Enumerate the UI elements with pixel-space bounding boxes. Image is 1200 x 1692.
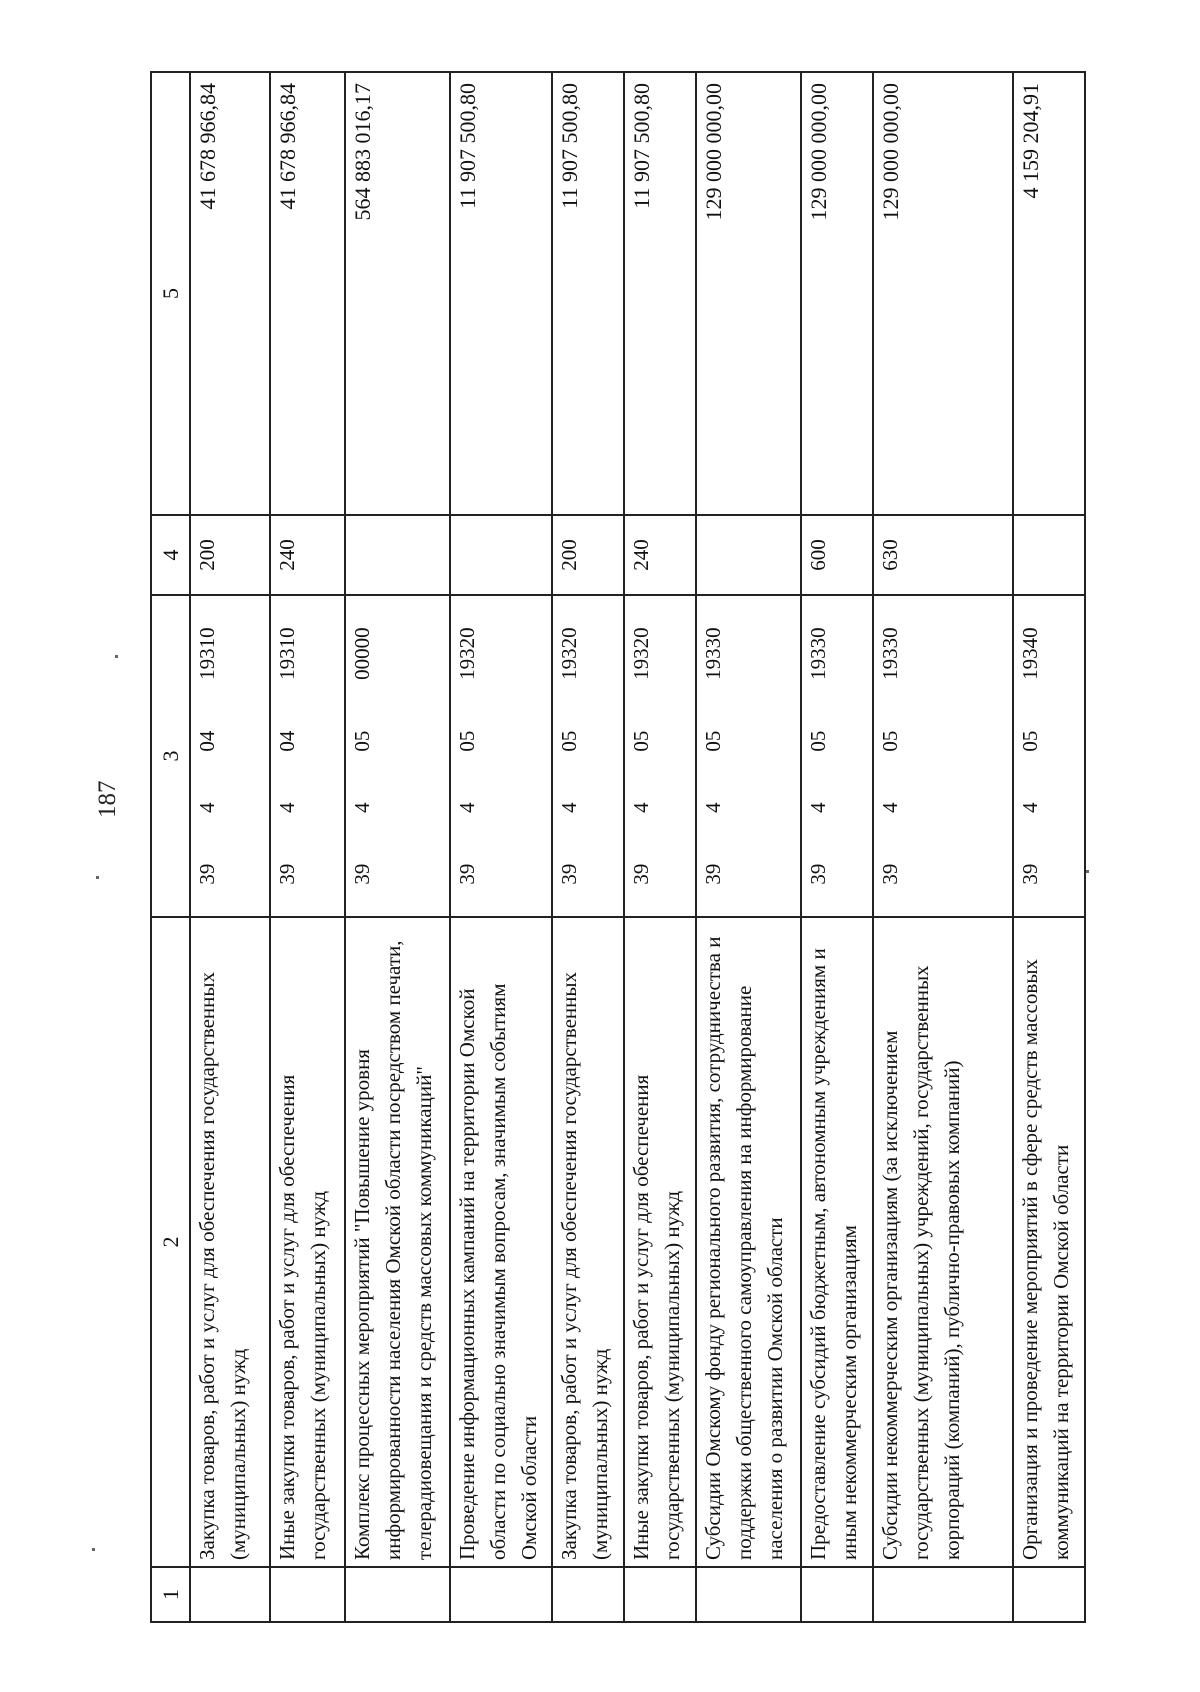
code-part: 19330 <box>701 627 725 680</box>
code-part: 4 <box>629 802 653 813</box>
row-description: Субсидии некоммерческим организациям (за исключением государственных (муниципальных) учреждений, государственных корпораций (компаний), публично-правовых компаний) <box>873 917 1013 1567</box>
column-header-4: 4 <box>151 515 190 595</box>
row-amount: 11 907 500,80 <box>450 72 552 515</box>
code-part: 39 <box>629 863 653 885</box>
table-row <box>873 72 1013 1622</box>
code-part: 39 <box>455 863 479 885</box>
table-row <box>1013 72 1085 1622</box>
column-header-3: 3 <box>151 595 190 917</box>
row-description: Проведение информационных кампаний на территории Омской области по социально значимым вопросам, значимым событиям Омской области <box>450 917 552 1567</box>
row-description: Закупка товаров, работ и услуг для обеспечения государственных (муниципальных) нужд <box>190 917 270 1567</box>
code-part: 19330 <box>878 627 902 680</box>
table-row <box>696 72 801 1622</box>
row-description: Предоставление субсидий бюджетным, автономным учреждениям и иным некоммерческим организациям <box>801 917 873 1567</box>
code-part: 05 <box>629 730 653 752</box>
table-row <box>190 72 270 1622</box>
row-number <box>801 1567 873 1622</box>
table-row <box>801 72 873 1622</box>
code-part: 4 <box>701 802 725 813</box>
table-row <box>345 72 450 1622</box>
row-code <box>696 595 801 917</box>
code-part: 05 <box>878 730 902 752</box>
table-row <box>552 72 624 1622</box>
row-description: Закупка товаров, работ и услуг для обеспечения государственных (муниципальных) нужд <box>552 917 624 1567</box>
code-part: 39 <box>557 863 581 885</box>
row-description: Иные закупки товаров, работ и услуг для обеспечения государственных (муниципальных) нужд <box>624 917 696 1567</box>
row-expense-type: 600 <box>801 515 873 595</box>
code-part: 04 <box>195 730 219 752</box>
code-part: 4 <box>350 802 374 813</box>
code-part: 05 <box>455 730 479 752</box>
row-amount: 11 907 500,80 <box>552 72 624 515</box>
row-amount: 41 678 966,84 <box>190 72 270 515</box>
row-amount: 4 159 204,91 <box>1013 72 1085 515</box>
row-amount: 41 678 966,84 <box>270 72 345 515</box>
code-part: 19340 <box>1018 627 1042 680</box>
row-number <box>450 1567 552 1622</box>
code-part: 39 <box>350 863 374 885</box>
code-part: 05 <box>350 730 374 752</box>
row-expense-type: 200 <box>190 515 270 595</box>
table-row <box>624 72 696 1622</box>
row-description: Организация и проведение мероприятий в сфере средств массовых коммуникаций на территории Омской области <box>1013 917 1085 1567</box>
column-header-5: 5 <box>151 72 190 515</box>
code-part: 4 <box>878 802 902 813</box>
row-code <box>450 595 552 917</box>
table-row <box>450 72 552 1622</box>
code-part: 19320 <box>455 627 479 680</box>
code-part: 4 <box>275 802 299 813</box>
code-part: 00000 <box>350 627 374 680</box>
code-part: 4 <box>195 802 219 813</box>
code-part: 04 <box>275 730 299 752</box>
rotated-table-container <box>150 73 1086 1623</box>
row-expense-type: 240 <box>624 515 696 595</box>
row-amount: 129 000 000,00 <box>873 72 1013 515</box>
code-part: 39 <box>701 863 725 885</box>
code-part: 39 <box>878 863 902 885</box>
code-part: 19320 <box>557 627 581 680</box>
code-part: 05 <box>557 730 581 752</box>
row-description: Иные закупки товаров, работ и услуг для обеспечения государственных (муниципальных) нужд <box>270 917 345 1567</box>
code-part: 19330 <box>806 627 830 680</box>
code-part: 4 <box>806 802 830 813</box>
code-part: 05 <box>701 730 725 752</box>
row-code <box>345 595 450 917</box>
code-part: 19310 <box>275 627 299 680</box>
table-row <box>270 72 345 1622</box>
code-part: 19320 <box>629 627 653 680</box>
row-number <box>345 1567 450 1622</box>
row-expense-type: 630 <box>873 515 1013 595</box>
row-description: Комплекс процессных мероприятий "Повышение уровня информированности населения Омской области посредством печати, телерадиовещания и средств массовых коммуникаций" <box>345 917 450 1567</box>
row-amount: 11 907 500,80 <box>624 72 696 515</box>
code-part: 05 <box>1018 730 1042 752</box>
row-number <box>696 1567 801 1622</box>
scan-speck <box>115 655 118 658</box>
row-expense-type <box>345 515 450 595</box>
row-number <box>270 1567 345 1622</box>
scan-speck <box>92 1548 95 1551</box>
code-part: 39 <box>1018 863 1042 885</box>
row-expense-type: 240 <box>270 515 345 595</box>
column-header-1: 1 <box>151 1567 190 1622</box>
code-part: 39 <box>806 863 830 885</box>
row-code <box>624 595 696 917</box>
row-expense-type <box>450 515 552 595</box>
row-code <box>873 595 1013 917</box>
code-part: 39 <box>275 863 299 885</box>
code-part: 4 <box>1018 802 1042 813</box>
page-number: 187 <box>94 780 121 818</box>
row-number <box>873 1567 1013 1622</box>
row-code <box>270 595 345 917</box>
row-expense-type: 200 <box>552 515 624 595</box>
code-part: 05 <box>806 730 830 752</box>
table-header-row <box>151 72 190 1622</box>
row-number <box>552 1567 624 1622</box>
scan-speck <box>1086 870 1089 873</box>
column-header-2: 2 <box>151 917 190 1567</box>
row-amount: 129 000 000,00 <box>801 72 873 515</box>
row-description: Субсидии Омскому фонду регионального развития, сотрудничества и поддержки общественного самоуправления на информирование населения о развитии Омской области <box>696 917 801 1567</box>
row-number <box>1013 1567 1085 1622</box>
budget-table <box>150 71 1086 1623</box>
scan-speck <box>96 876 99 879</box>
code-part: 4 <box>557 802 581 813</box>
row-amount: 129 000 000,00 <box>696 72 801 515</box>
row-code <box>801 595 873 917</box>
code-part: 19310 <box>195 627 219 680</box>
row-code <box>190 595 270 917</box>
row-code <box>552 595 624 917</box>
code-part: 4 <box>455 802 479 813</box>
row-expense-type <box>1013 515 1085 595</box>
code-part: 39 <box>195 863 219 885</box>
row-code <box>1013 595 1085 917</box>
row-expense-type <box>696 515 801 595</box>
row-number <box>624 1567 696 1622</box>
row-amount: 564 883 016,17 <box>345 72 450 515</box>
row-number <box>190 1567 270 1622</box>
